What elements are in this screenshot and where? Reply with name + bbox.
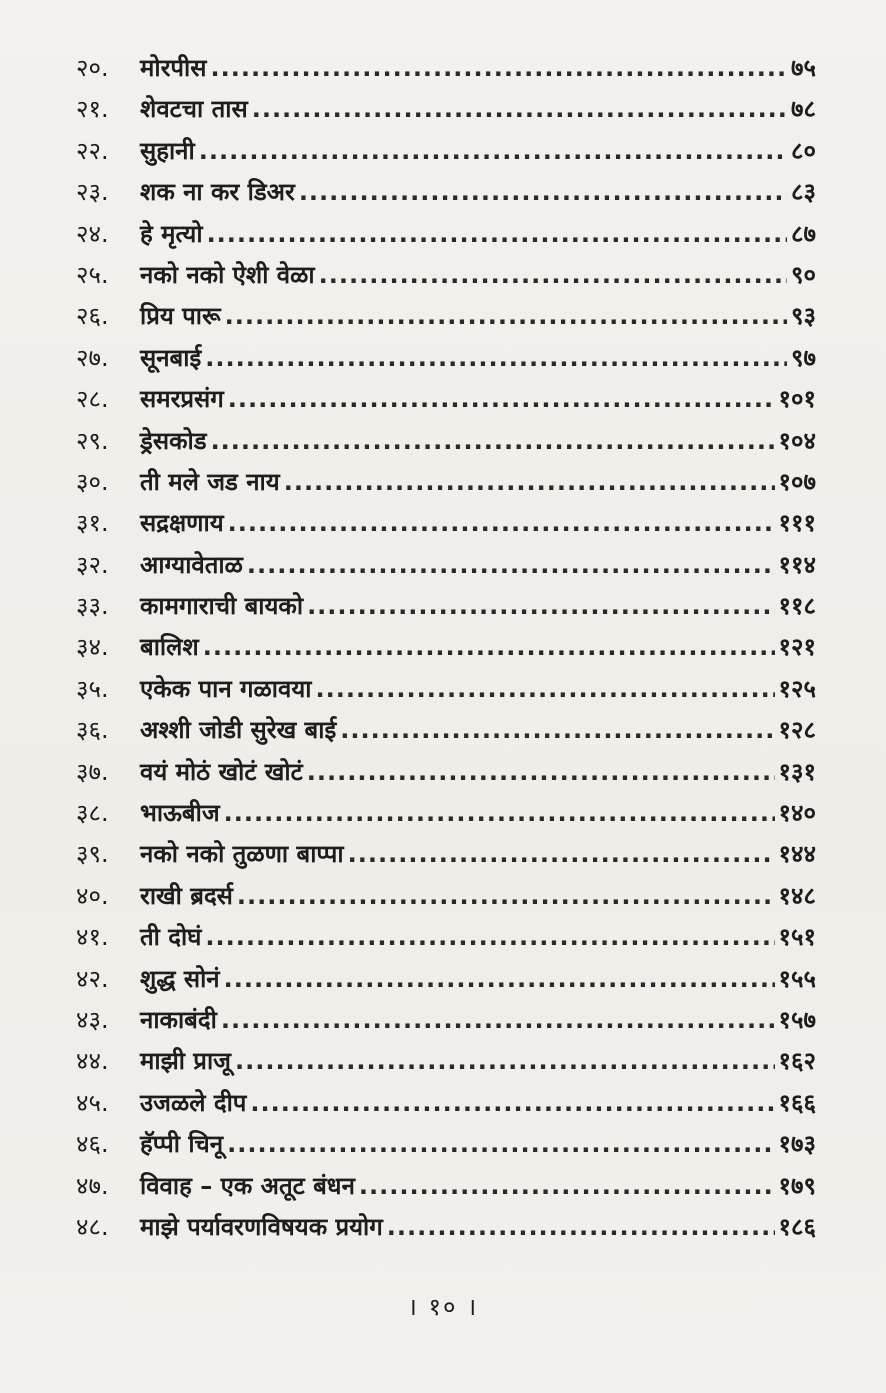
toc-entry-title: राखी ब्रदर्स (140, 881, 233, 910)
toc-entry (76, 338, 816, 379)
dot-leader (228, 503, 775, 544)
toc-entry-title: सूनबाई (140, 343, 202, 372)
toc-entry-title: मोरपीस (140, 54, 207, 82)
dot-leader (227, 1124, 774, 1165)
dot-leader (250, 1083, 774, 1124)
toc-entry (76, 1083, 816, 1124)
toc-entry-title: माझे पर्यावरणविषयक प्रयोग (140, 1212, 383, 1241)
dot-leader (307, 586, 774, 627)
toc-entry (76, 172, 816, 213)
toc-entry-number: ३५. (76, 674, 109, 703)
toc-entry-page: ११८ (778, 592, 816, 621)
toc-entry (76, 89, 816, 130)
dot-leader (205, 338, 787, 379)
toc-entry-number: २२. (76, 136, 109, 165)
dot-leader (205, 917, 774, 958)
dot-leader (225, 296, 787, 337)
toc-entry (76, 214, 816, 255)
dot-leader (340, 710, 774, 751)
toc-entry-number: ४०. (76, 881, 109, 910)
dot-leader (224, 959, 775, 1000)
dot-leader (348, 834, 775, 875)
dot-leader (221, 1000, 775, 1041)
toc-entry-title: कामगाराची बायको (140, 592, 304, 621)
toc-entry-title: विवाह – एक अतूट बंधन (140, 1171, 355, 1200)
toc-entry-title: सुहानी (140, 136, 195, 165)
table-of-contents (76, 48, 816, 1248)
toc-entry-page: १०७ (778, 467, 816, 496)
toc-entry-number: ३७. (76, 757, 109, 786)
toc-entry-page: १४४ (778, 840, 816, 869)
toc-entry-page: १२५ (778, 674, 816, 703)
dot-leader (237, 876, 775, 917)
toc-entry-number: ४६. (76, 1130, 109, 1159)
dot-leader (319, 255, 787, 296)
toc-entry-title: शुद्ध सोनं (140, 964, 220, 993)
toc-entry-page: ९३ (791, 302, 816, 331)
toc-entry-number: २७. (76, 343, 109, 372)
toc-entry-number: २८. (76, 385, 109, 414)
toc-entry-title: भाऊबीज (140, 799, 220, 828)
toc-entry-page: ८० (791, 136, 816, 165)
dot-leader (210, 48, 787, 89)
toc-entry-number: ३८. (76, 799, 109, 828)
toc-entry-title: आग्यावेताळ (140, 550, 243, 579)
toc-entry-page: ८७ (791, 219, 816, 248)
toc-entry-title: सद्रक्षणाय (140, 509, 224, 538)
toc-entry-page: ७५ (791, 54, 816, 82)
toc-entry-number: ४१. (76, 923, 109, 952)
dot-leader (284, 462, 775, 503)
toc-entry-number: ४७. (76, 1171, 109, 1200)
toc-entry (76, 1041, 816, 1082)
toc-entry-page: १२८ (778, 716, 816, 745)
toc-entry (76, 1166, 816, 1207)
toc-entry-page: १५५ (778, 964, 816, 993)
toc-entry (76, 379, 816, 420)
toc-entry-title: समरप्रसंग (140, 385, 224, 414)
toc-entry-page: १७९ (778, 1171, 816, 1200)
toc-entry-title: नाकाबंदी (140, 1005, 217, 1034)
toc-entry (76, 917, 816, 958)
toc-entry-page: ११४ (778, 550, 816, 579)
toc-entry-page: ८३ (791, 178, 816, 207)
toc-entry-page: ७८ (791, 95, 816, 124)
toc-entry-number: ४३. (76, 1005, 109, 1034)
toc-entry-page: १०४ (778, 426, 816, 455)
toc-entry-page: ९० (791, 260, 816, 289)
toc-entry (76, 669, 816, 710)
toc-entry-title: उजळले दीप (140, 1088, 247, 1117)
toc-entry-number: २४. (76, 219, 109, 248)
dot-leader (224, 793, 775, 834)
toc-entry-number: २९. (76, 426, 109, 455)
toc-entry-page: १२१ (778, 633, 816, 662)
dot-leader (387, 1207, 775, 1248)
toc-entry-page: १०१ (778, 385, 816, 414)
toc-entry (76, 752, 816, 793)
toc-entry (76, 255, 816, 296)
toc-entry (76, 586, 816, 627)
toc-entry (76, 462, 816, 503)
toc-entry-title: शक ना कर डिअर (140, 178, 295, 207)
toc-entry (76, 1000, 816, 1041)
toc-entry-title: शेवटचा तास (140, 95, 248, 124)
dot-leader (247, 545, 775, 586)
toc-entry (76, 793, 816, 834)
toc-entry-number: २०. (76, 54, 109, 82)
toc-entry (76, 834, 816, 875)
dot-leader (207, 214, 787, 255)
toc-entry-title: नको नको ऐशी वेळा (140, 260, 315, 289)
toc-entry-title: ती दोघं (140, 923, 202, 952)
dot-leader (235, 1041, 775, 1082)
dot-leader (359, 1166, 775, 1207)
toc-entry (76, 421, 816, 462)
toc-entry-title: हॅप्पी चिनू (140, 1130, 224, 1159)
toc-entry-title: ती मले जड नाय (140, 467, 280, 496)
toc-entry-title: माझी प्राजू (140, 1047, 231, 1076)
dot-leader (315, 669, 774, 710)
toc-entry (76, 1207, 816, 1248)
dot-leader (211, 421, 775, 462)
toc-entry (76, 503, 816, 544)
dot-leader (203, 627, 775, 668)
toc-entry-page: १६२ (778, 1047, 816, 1076)
toc-entry-number: २३. (76, 178, 109, 207)
toc-entry (76, 959, 816, 1000)
toc-entry (76, 876, 816, 917)
page-number: । १० । (407, 1293, 479, 1321)
toc-entry-title: हे मृत्यो (140, 219, 203, 248)
toc-entry (76, 710, 816, 751)
toc-entry-number: ३४. (76, 633, 109, 662)
toc-entry (76, 1124, 816, 1165)
toc-entry (76, 627, 816, 668)
dot-leader (252, 89, 787, 130)
toc-entry-number: ४८. (76, 1212, 109, 1241)
toc-entry-title: अश्शी जोडी सुरेख बाई (140, 716, 337, 745)
toc-entry-page: १४० (778, 799, 816, 828)
toc-entry-page: १७३ (778, 1130, 816, 1159)
toc-entry-title: एकेक पान गळावया (140, 674, 312, 703)
toc-entry (76, 131, 816, 172)
toc-entry-title: प्रिय पारू (140, 302, 221, 331)
toc-entry-page: ९७ (791, 343, 816, 372)
toc-entry-page: १३१ (778, 757, 816, 786)
dot-leader (199, 131, 787, 172)
dot-leader (228, 379, 775, 420)
toc-entry-number: ३०. (76, 467, 109, 496)
toc-entry-number: ३२. (76, 550, 109, 579)
toc-entry-title: नको नको तुळणा बाप्पा (140, 840, 344, 869)
toc-entry-number: ४२. (76, 964, 109, 993)
toc-entry-number: ३३. (76, 592, 109, 621)
toc-entry-page: १५७ (778, 1005, 816, 1034)
toc-entry-number: २५. (76, 260, 109, 289)
toc-entry-page: १११ (778, 509, 816, 538)
toc-entry-number: ३६. (76, 716, 109, 745)
toc-entry-page: १६६ (778, 1088, 816, 1117)
toc-entry (76, 545, 816, 586)
toc-entry-number: २१. (76, 95, 109, 124)
toc-entry-title: ड्रेसकोड (140, 426, 207, 455)
toc-entry-title: बालिश (140, 633, 199, 662)
toc-entry-number: २६. (76, 302, 109, 331)
toc-entry-page: १५१ (778, 923, 816, 952)
toc-entry (76, 48, 816, 89)
dot-leader (299, 172, 787, 213)
toc-entry-number: ४४. (76, 1047, 109, 1076)
toc-entry-number: ३९. (76, 840, 109, 869)
toc-entry-page: १४८ (778, 881, 816, 910)
toc-entry-number: ४५. (76, 1088, 109, 1117)
dot-leader (307, 752, 775, 793)
toc-entry-number: ३१. (76, 509, 109, 538)
toc-entry-page: १८६ (778, 1212, 816, 1241)
toc-entry-title: वयं मोठं खोटं खोटं (140, 757, 303, 786)
toc-entry (76, 296, 816, 337)
